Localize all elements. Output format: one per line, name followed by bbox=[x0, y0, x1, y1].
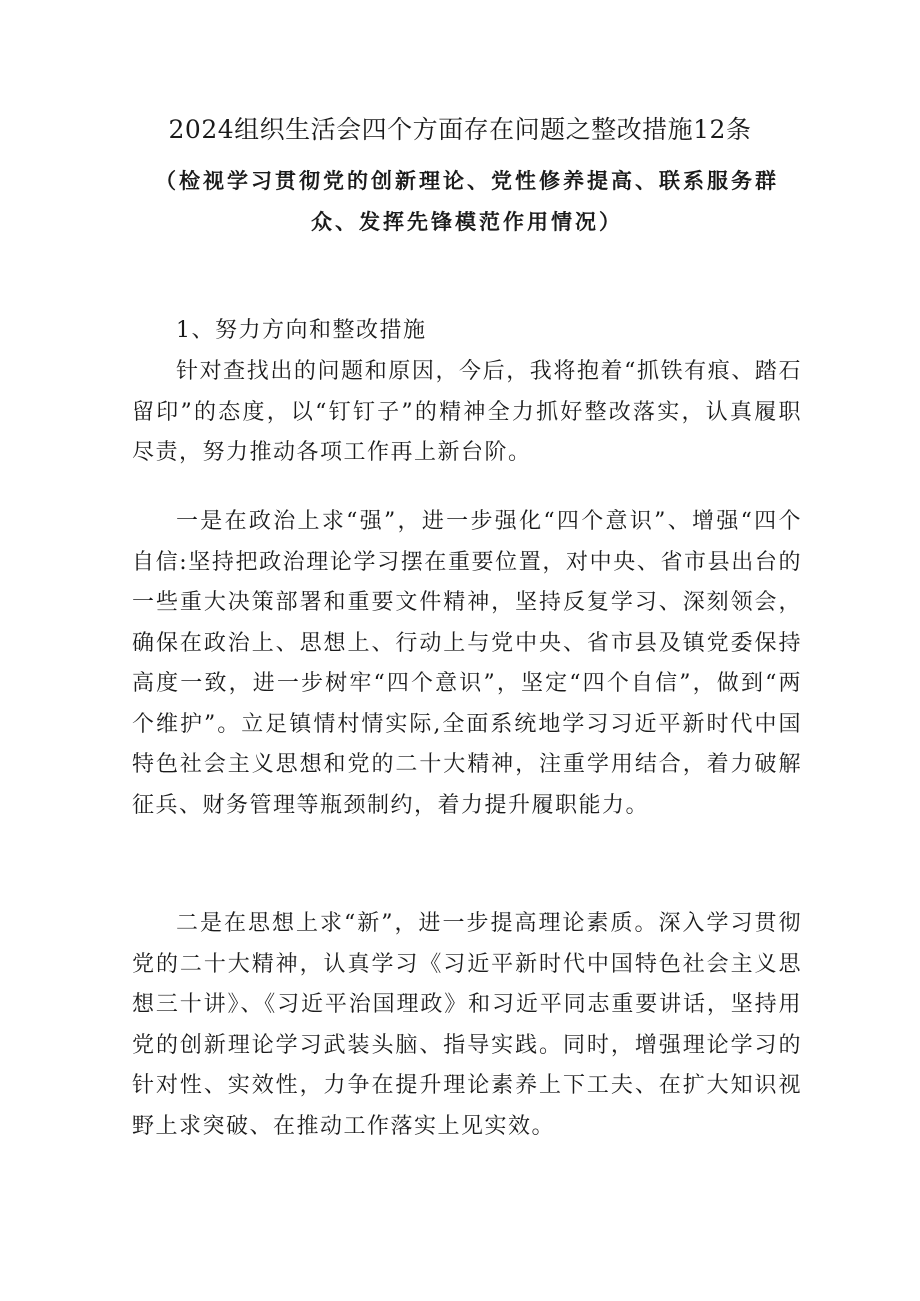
paragraph: 针对查找出的问题和原因，今后，我将抱着“抓铁有痕、踏石留印”的态度，以“钉钉子”的精神全力抓好整改落实，认真履职尽责，努力推动各项工作再上新台阶。 bbox=[132, 359, 802, 465]
document-subtitle: （检视学习贯彻党的创新理论、党性修养提高、联系服务群众、发挥先锋模范作用情况） bbox=[155, 168, 779, 234]
paragraph: 二是在思想上求“新”，进一步提高理论素质。深入学习贯彻党的二十大精神，认真学习《习近平新时代中国特色社会主义思想三十讲》、《习近平治国理政》和习近平同志重要讲话，坚持用党的创新理论学习武装头脑、指导实践。同时，增强理论学习的针对性、实效性，力争在提升理论素养上下工夫、在扩大知识视野上求突破、在推动工作落实上见实效。 bbox=[132, 911, 802, 1139]
section-heading: 1、努力方向和整改措施 bbox=[176, 318, 427, 343]
document-title: 2024组织生活会四个方面存在问题之整改措施12条 bbox=[168, 115, 752, 144]
paragraph: 一是在政治上求“强”，进一步强化“四个意识”、增强“四个自信:坚持把政治理论学习摆在重要位置，对中央、省市县出台的一些重大决策部署和重要文件精神，坚持反复学习、深刻领会，确保在政治上、思想上、行动上与党中央、省市县及镇党委保持高度一致，进一步树牢“四个意识”，坚定“四个自信”，做到“两个维护”。立足镇情村情实际,全面系统地学习习近平新时代中国特色社会主义思想和党的二十大精神，注重学用结合，着力破解征兵、财务管理等瓶颈制约，着力提升履职能力。 bbox=[132, 509, 802, 818]
